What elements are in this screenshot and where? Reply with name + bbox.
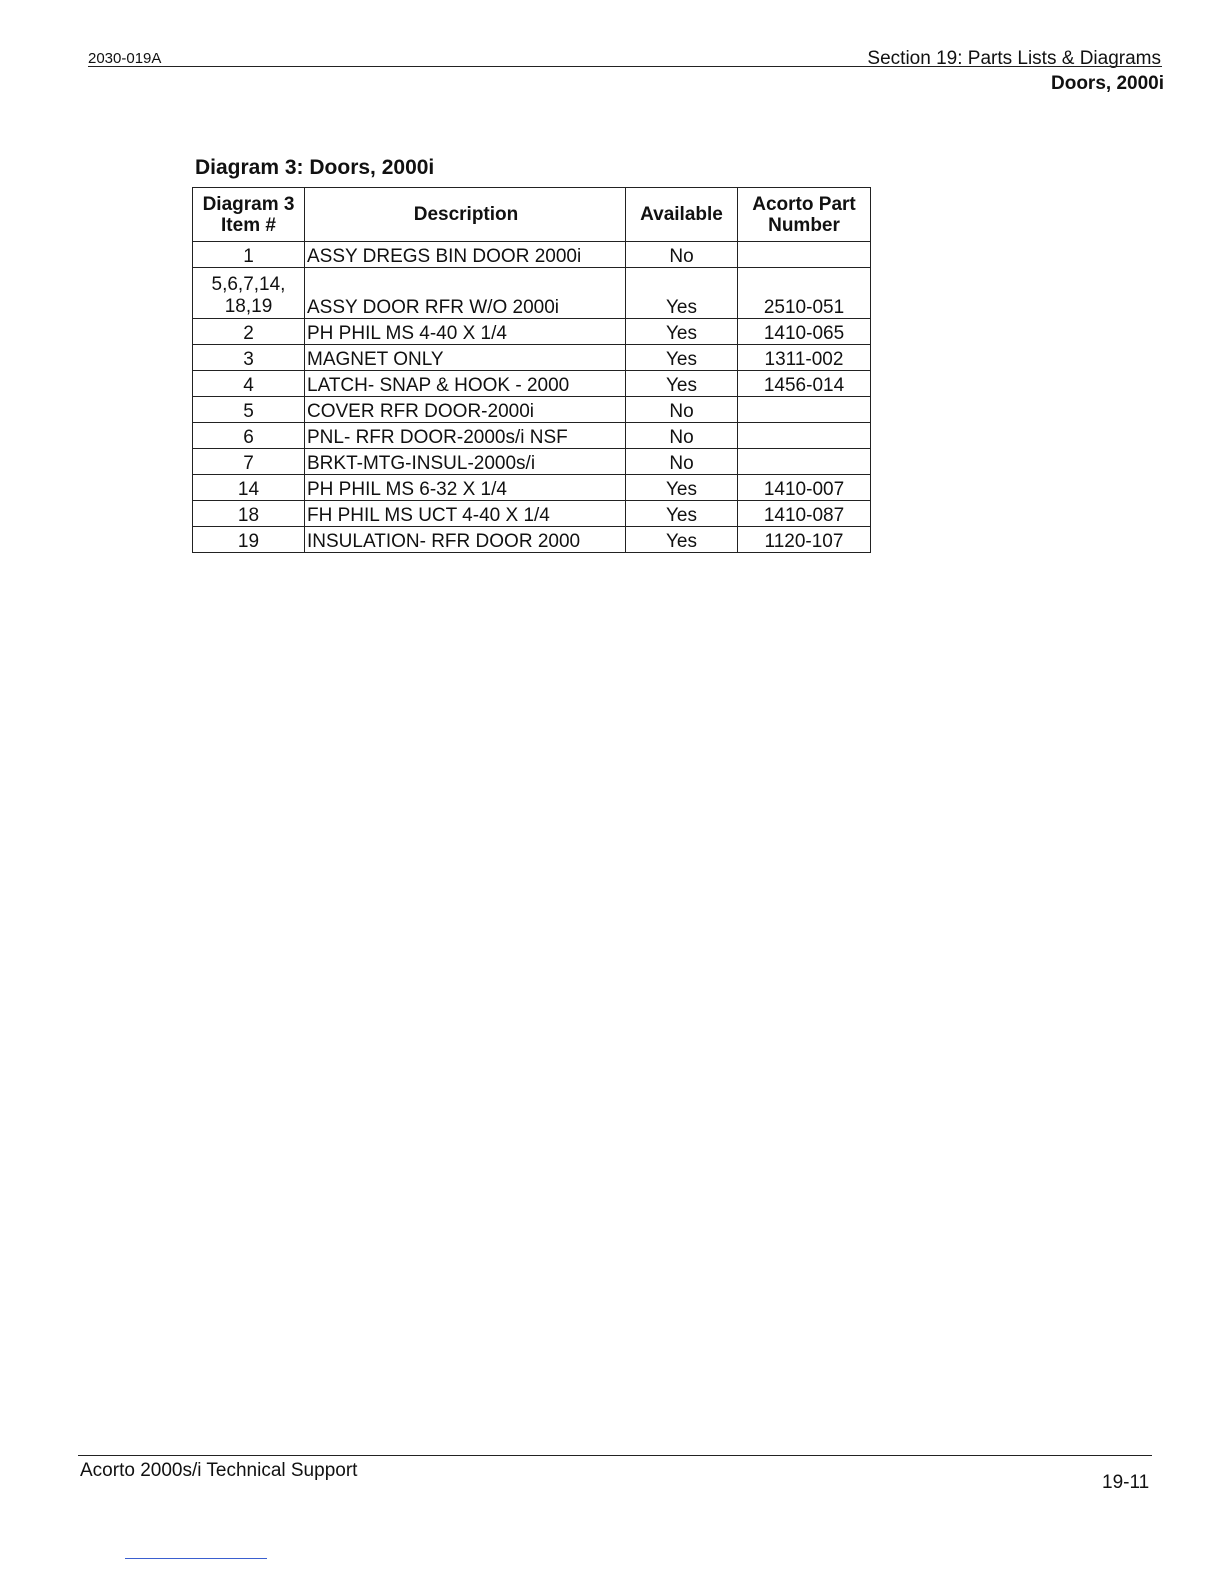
cell-description: PH PHIL MS 4-40 X 1/4 — [305, 319, 626, 345]
cell-item: 2 — [193, 319, 305, 345]
cell-item: 1 — [193, 242, 305, 268]
table-row — [193, 319, 871, 345]
footer-title: Acorto 2000s/i Technical Support — [80, 1460, 358, 1481]
cell-part-number: 1120-107 — [738, 527, 871, 553]
cell-available: Yes — [626, 475, 738, 501]
table-row — [193, 423, 871, 449]
cell-description: ASSY DREGS BIN DOOR 2000i — [305, 242, 626, 268]
table-title: Diagram 3: Doors, 2000i — [195, 156, 435, 179]
parts-table — [192, 187, 871, 553]
table-row — [193, 475, 871, 501]
cell-part-number — [738, 397, 871, 423]
table-row — [193, 345, 871, 371]
cell-part-number: 1410-087 — [738, 501, 871, 527]
cell-description: FH PHIL MS UCT 4-40 X 1/4 — [305, 501, 626, 527]
col-header-part-number — [738, 188, 871, 242]
table-row — [193, 449, 871, 475]
cell-item — [193, 268, 305, 319]
section-title: Section 19: Parts Lists & Diagrams — [867, 48, 1161, 69]
cell-item: 3 — [193, 345, 305, 371]
cell-description: MAGNET ONLY — [305, 345, 626, 371]
header-rule — [88, 66, 1162, 67]
table-row — [193, 371, 871, 397]
footer-rule — [78, 1455, 1152, 1456]
col-header-description: Description — [305, 188, 626, 242]
cell-available: No — [626, 397, 738, 423]
cell-description: ASSY DOOR RFR W/O 2000i — [305, 268, 626, 319]
bottom-edge-line — [125, 1558, 267, 1559]
table-row — [193, 501, 871, 527]
cell-description: PH PHIL MS 6-32 X 1/4 — [305, 475, 626, 501]
col-header-item-line2: Item # — [221, 214, 276, 236]
table-row — [193, 242, 871, 268]
col-header-available: Available — [626, 188, 738, 242]
cell-item-line2: 18,19 — [224, 296, 273, 317]
cell-description: LATCH- SNAP & HOOK - 2000 — [305, 371, 626, 397]
cell-item-line1: 5,6,7,14, — [211, 274, 286, 295]
cell-part-number — [738, 423, 871, 449]
cell-item: 6 — [193, 423, 305, 449]
cell-part-number: 1410-007 — [738, 475, 871, 501]
cell-item: 7 — [193, 449, 305, 475]
cell-part-number — [738, 242, 871, 268]
cell-part-number: 1410-065 — [738, 319, 871, 345]
cell-item: 5 — [193, 397, 305, 423]
cell-available: Yes — [626, 268, 738, 319]
cell-available: No — [626, 242, 738, 268]
cell-item: 19 — [193, 527, 305, 553]
col-header-item-line1: Diagram 3 — [202, 193, 295, 215]
subsection-title: Doors, 2000i — [1051, 73, 1164, 94]
cell-item: 14 — [193, 475, 305, 501]
cell-available: No — [626, 423, 738, 449]
cell-available: Yes — [626, 527, 738, 553]
table-row — [193, 268, 871, 319]
cell-part-number: 2510-051 — [738, 268, 871, 319]
page-number: 19-11 — [1102, 1472, 1150, 1493]
cell-available: Yes — [626, 319, 738, 345]
cell-description: COVER RFR DOOR-2000i — [305, 397, 626, 423]
cell-description: PNL- RFR DOOR-2000s/i NSF — [305, 423, 626, 449]
document-number: 2030-019A — [88, 50, 162, 67]
cell-item: 4 — [193, 371, 305, 397]
table-header-row — [193, 188, 871, 242]
table-row — [193, 397, 871, 423]
cell-available: Yes — [626, 345, 738, 371]
cell-available: Yes — [626, 501, 738, 527]
cell-available: Yes — [626, 371, 738, 397]
col-header-part-line2: Number — [768, 214, 840, 236]
col-header-item — [193, 188, 305, 242]
cell-description: INSULATION- RFR DOOR 2000 — [305, 527, 626, 553]
cell-item: 18 — [193, 501, 305, 527]
col-header-part-line1: Acorto Part — [752, 193, 856, 215]
cell-available: No — [626, 449, 738, 475]
cell-description: BRKT-MTG-INSUL-2000s/i — [305, 449, 626, 475]
cell-part-number — [738, 449, 871, 475]
cell-part-number: 1456-014 — [738, 371, 871, 397]
cell-part-number: 1311-002 — [738, 345, 871, 371]
table-row — [193, 527, 871, 553]
